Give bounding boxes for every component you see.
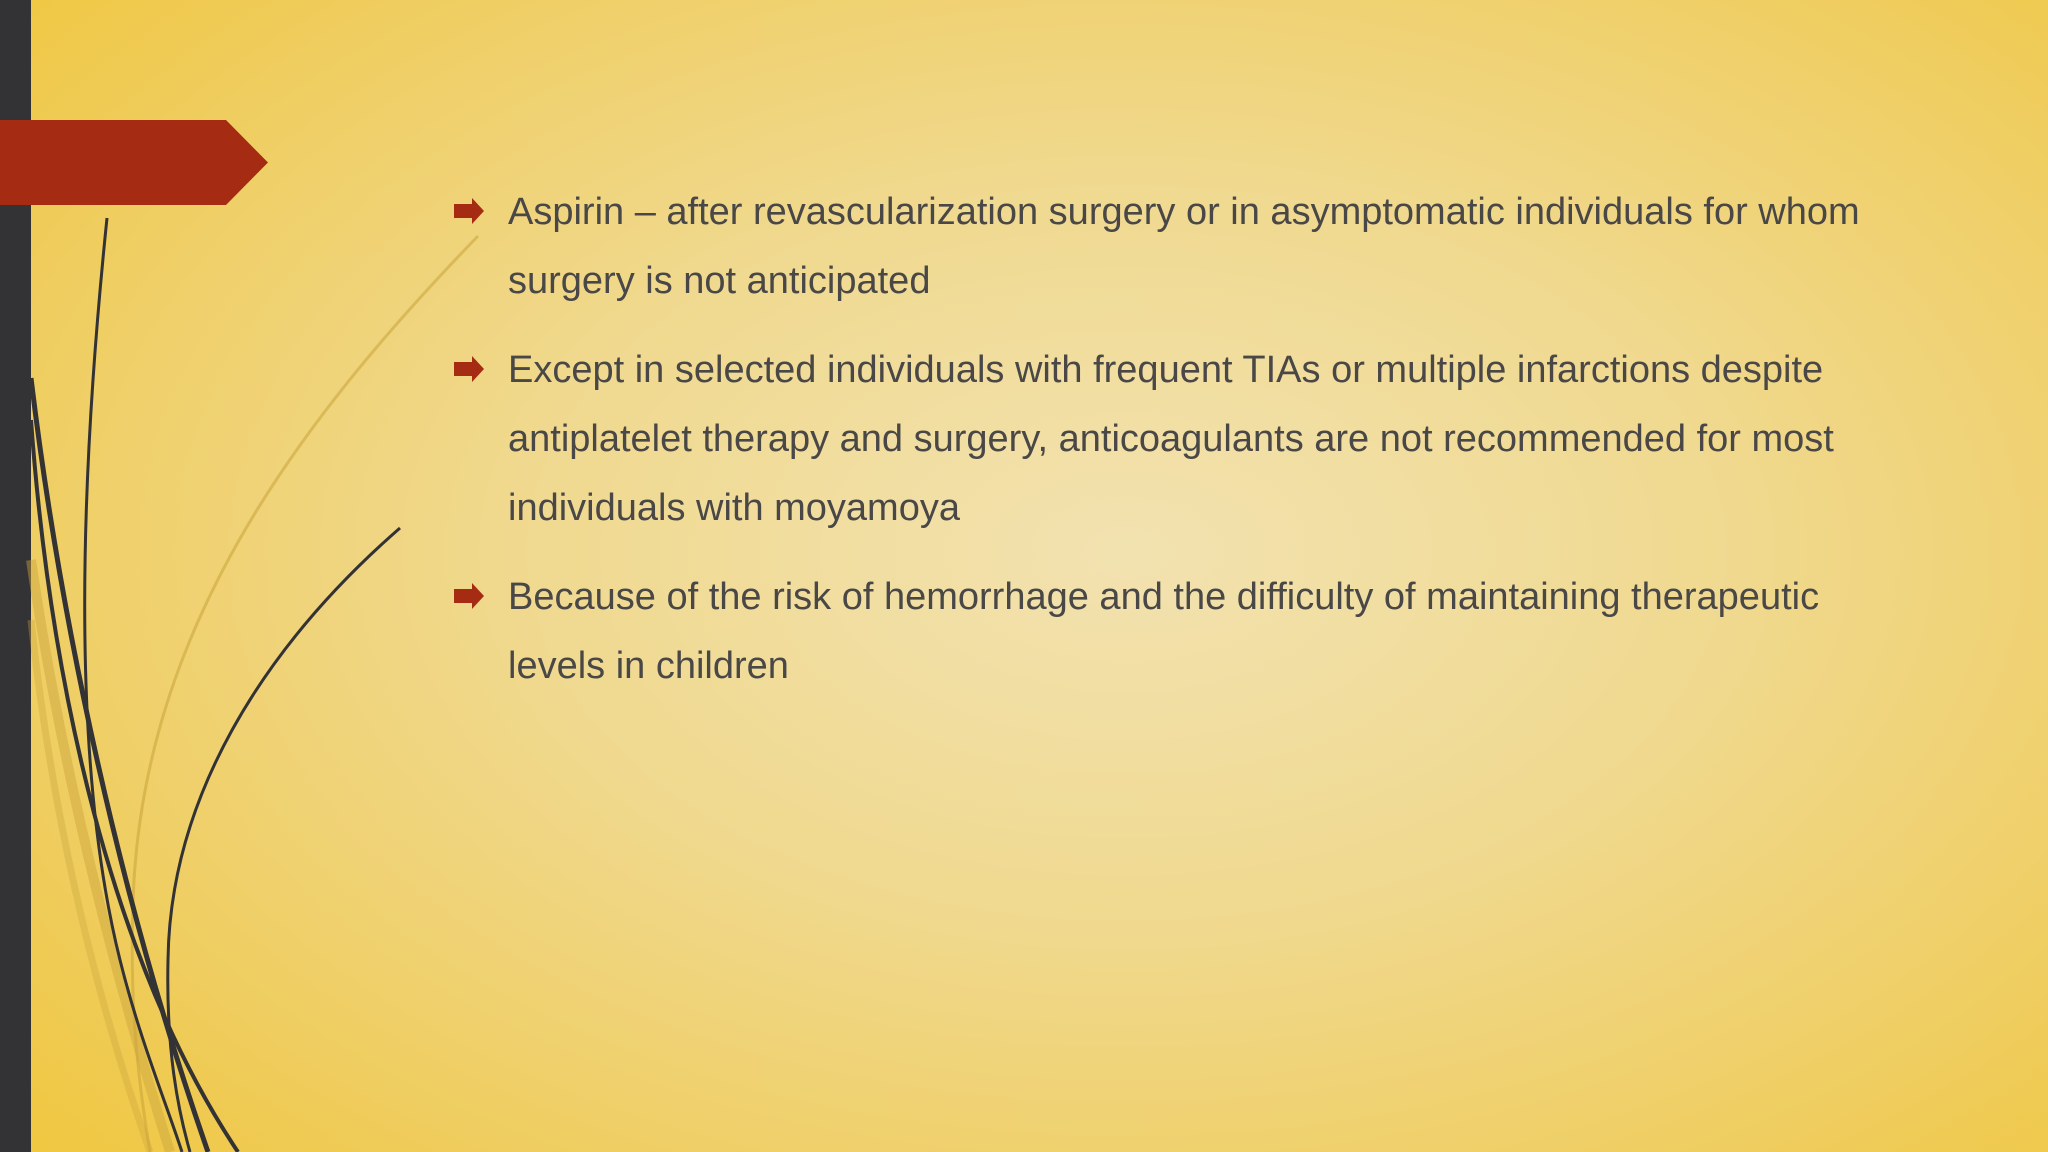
arrow-bullet-icon: [454, 198, 484, 224]
bullet-list: [446, 178, 1886, 721]
bullet-item: [446, 178, 1886, 316]
bullet-item: [446, 336, 1886, 543]
arrow-bullet-icon: [454, 583, 484, 609]
bullet-text: Because of the risk of hemorrhage and the difficulty of maintaining therapeutic levels in children: [508, 576, 1820, 687]
bullet-text: Aspirin – after revascularization surgery or in asymptomatic individuals for whom surgery is not anticipated: [508, 191, 1860, 302]
bullet-item: [446, 563, 1886, 701]
arrow-bullet-icon: [454, 356, 484, 382]
accent-arrow-tab: [0, 120, 268, 205]
bullet-text: Except in selected individuals with frequent TIAs or multiple infarctions despite antiplatelet therapy and surgery, anticoagulants are not recommended for most individuals with moyamoya: [508, 349, 1834, 529]
